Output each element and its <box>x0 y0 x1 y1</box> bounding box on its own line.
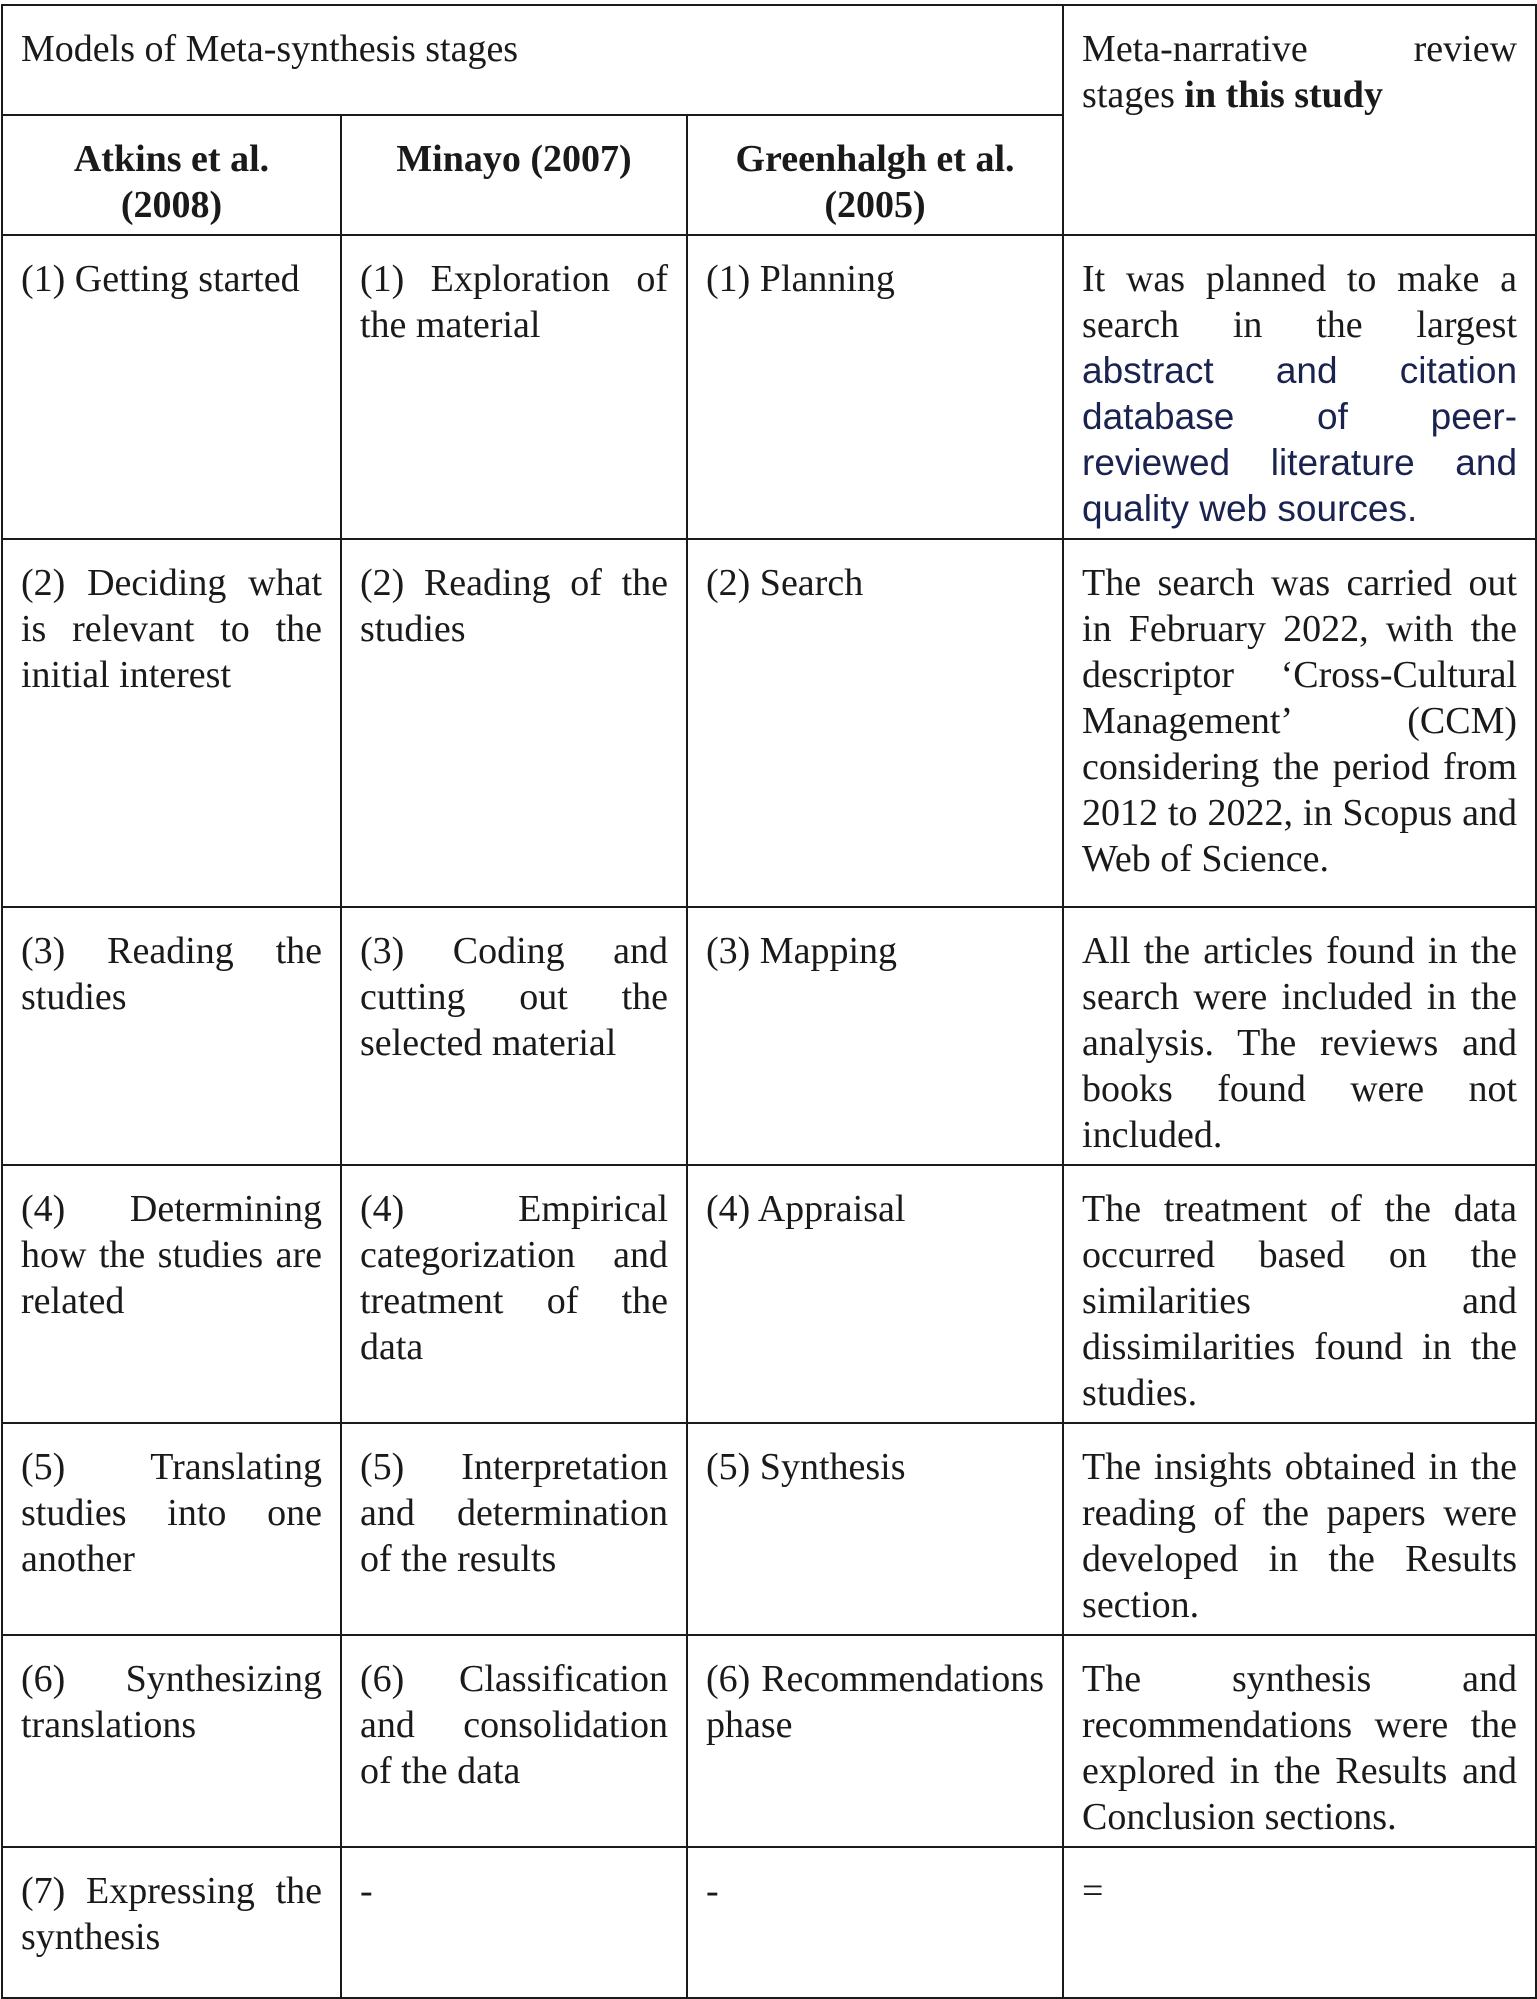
study-cell: The search was carried out in February 2022, with the descriptor ‘Cross-Cultural Management’ (CCM) considering the period from 2012 to 2022, in Scopus and Web of Science. <box>1063 539 1536 907</box>
minayo-cell: (6) Classification and consolidation of the data <box>341 1635 687 1847</box>
greenhalgh-cell: (4) Appraisal <box>687 1165 1063 1423</box>
greenhalgh-cell: (1) Planning <box>687 235 1063 539</box>
column-header-greenhalgh: Greenhalgh et al. (2005) <box>687 115 1063 235</box>
atkins-cell: (6) Synthesizing translations <box>2 1635 341 1847</box>
study-text-serif: It was planned to make a search in the largest <box>1082 258 1518 346</box>
table-header-row <box>2 5 1536 115</box>
study-cell: The treatment of the data occurred based on the similarities and dissimilarities found in the studies. <box>1063 1165 1536 1423</box>
atkins-cell: (4) Determining how the studies are related <box>2 1165 341 1423</box>
minayo-cell: (1) Exploration of the material <box>341 235 687 539</box>
study-header-cell <box>1063 5 1536 235</box>
atkins-cell: (3) Reading the studies <box>2 907 341 1165</box>
group-title-cell <box>2 5 1063 115</box>
minayo-cell: (3) Coding and cutting out the selected material <box>341 907 687 1165</box>
study-header-emphasis: in this study <box>1184 74 1383 116</box>
minayo-cell: (4) Empirical categorization and treatment of the data <box>341 1165 687 1423</box>
group-title: Models of Meta-synthesis stages <box>21 28 519 70</box>
minayo-cell: (5) Interpretation and determination of the results <box>341 1423 687 1635</box>
column-header-atkins: Atkins et al. (2008) <box>2 115 341 235</box>
study-cell: The insights obtained in the reading of the papers were developed in the Results section. <box>1063 1423 1536 1635</box>
table-row <box>2 1165 1536 1423</box>
greenhalgh-cell: - <box>687 1847 1063 1998</box>
table-row <box>2 1847 1536 1998</box>
study-cell: = <box>1063 1847 1536 1998</box>
atkins-cell: (1) Getting started <box>2 235 341 539</box>
table-row <box>2 1423 1536 1635</box>
table-row <box>2 907 1536 1165</box>
atkins-cell: (2) Deciding what is relevant to the initial interest <box>2 539 341 907</box>
column-header-minayo: Minayo (2007) <box>341 115 687 235</box>
study-cell: All the articles found in the search were included in the analysis. The reviews and books found were not included. <box>1063 907 1536 1165</box>
study-cell: The synthesis and recommendations were the explored in the Results and Conclusion sections. <box>1063 1635 1536 1847</box>
minayo-cell: - <box>341 1847 687 1998</box>
greenhalgh-cell: (3) Mapping <box>687 907 1063 1165</box>
table-row <box>2 235 1536 539</box>
meta-synthesis-table <box>1 4 1537 1999</box>
greenhalgh-cell: (6) Recommendations phase <box>687 1635 1063 1847</box>
study-header-text: Meta-narrative review stages <box>1082 28 1518 116</box>
study-cell <box>1063 235 1536 539</box>
study-text-sans: abstract and citation database of peer-reviewed literature and quality web sources. <box>1082 350 1518 529</box>
atkins-cell: (5) Translating studies into one another <box>2 1423 341 1635</box>
table-row <box>2 539 1536 907</box>
minayo-cell: (2) Reading of the studies <box>341 539 687 907</box>
greenhalgh-cell: (2) Search <box>687 539 1063 907</box>
greenhalgh-cell: (5) Synthesis <box>687 1423 1063 1635</box>
table-row <box>2 1635 1536 1847</box>
atkins-cell: (7) Expressing the synthesis <box>2 1847 341 1998</box>
